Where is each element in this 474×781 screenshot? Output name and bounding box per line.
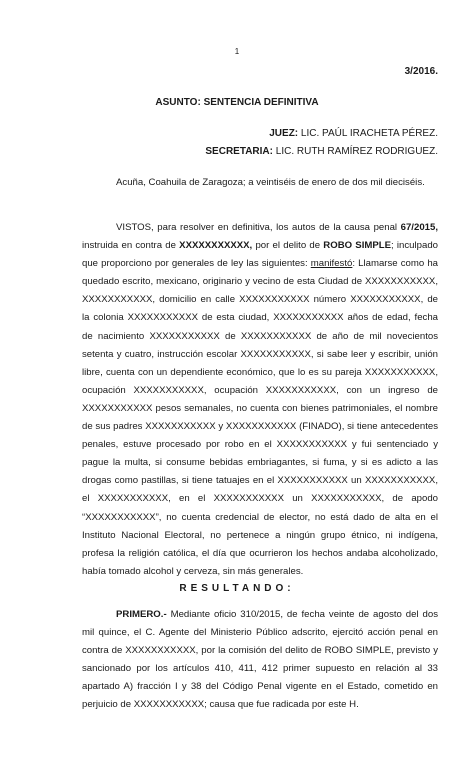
juez-line bbox=[269, 128, 438, 139]
asunto-line bbox=[0, 97, 474, 108]
causa-number: 67/2015, bbox=[400, 222, 438, 233]
vistos-text-2: instruida en contra de bbox=[82, 240, 180, 252]
delito-name: ROBO SIMPLE bbox=[323, 240, 392, 252]
vistos-text-3: por el delito de bbox=[252, 240, 324, 252]
resultando-heading: RESULTANDO: bbox=[179, 583, 295, 594]
primero-paragraph bbox=[82, 606, 438, 715]
secretaria-label: SECRETARIA: bbox=[205, 146, 273, 157]
vistos-paragraph bbox=[82, 219, 438, 581]
vistos-text-1: VISTOS, para resolver en definitiva, los autos de la causa penal bbox=[116, 222, 401, 233]
secretaria-name: LIC. RUTH RAMÍREZ RODRIGUEZ. bbox=[275, 146, 438, 157]
juez-name: LIC. PAÚL IRACHETA PÉREZ. bbox=[300, 128, 438, 139]
date-text: Acuña, Coahuila de Zaragoza; a veintiséis de enero de dos mil dieciséis. bbox=[116, 177, 425, 188]
secretaria-line bbox=[205, 146, 438, 157]
manifesto-word: manifestó bbox=[310, 258, 353, 270]
primero-label: PRIMERO.- bbox=[116, 609, 167, 620]
asunto-label: ASUNTO: bbox=[155, 97, 201, 108]
juez-label: JUEZ: bbox=[269, 128, 299, 139]
acusado-name: XXXXXXXXXXX, bbox=[179, 240, 253, 252]
vistos-text-5: : Llamarse como ha quedado escrito, mexicano, originario y vecino de esta Ciudad de XXXXXXXXXXX, XXXXXXXXXXX, domicilio en calle XXXXXXXXXXX número XXXXXXXXXXX, de la colonia XXXXXXXXXXX de esta ciudad, XXXXXXXXXXX años de edad, fecha de nacimiento XXXXXXXXXXX de XXXXXXXXXXX de año de mil novecientos setenta y cuatro, instrucción escolar XXXXXXXXXXX, si sabe leer y escribir, unión libre, cuenta con un dependiente económico, que lo es su pareja XXXXXXXXXXX, ocupación XXXXXXXXXXX, ocupación XXXXXXXXXXX, con un ingreso de XXXXXXXXXXX pesos semanales, no cuenta con bienes patrimoniales, el nombre de sus padres XXXXXXXXXXX y XXXXXXXXXXX (FINADO), si tiene antecedentes penales, estuve procesado por robo en el XXXXXXXXXXX y fui sentenciado y pague la multa, si consume bebidas embriagantes, si fuma, y si es adicto a las drogas como pastillas, si tiene tatuajes en el XXXXXXXXXXX un XXXXXXXXXXX, el XXXXXXXXXXX, en el XXXXXXXXXXX un XXXXXXXXXXX, de apodo “XXXXXXXXXXX”, no cuenta credencial de elector, no está dado de alta en el Instituto Nacional Electoral, no pertenece a ningún grupo étnico, ni indígena, profesa la religión católica, el día que ocurrieron los hechos andaba alcoholizado, había tomado alcohol y cerveza, sin más generales. bbox=[82, 258, 438, 577]
vistos-text-4: ; inculpado que proporciono por generales de ley las siguientes: bbox=[82, 240, 438, 270]
page-number: 1 bbox=[234, 47, 240, 56]
date-paragraph bbox=[82, 174, 438, 192]
primero-text: Mediante oficio 310/2015, de fecha veinte de agosto del dos mil quince, el C. Agente del Ministerio Público adscrito, ejercitó acción penal en contra de XXXXXXXXXXX, por la comisión del delito de ROBO SIMPLE, previsto y sancionado por los artículos 410, 411, 412 primer supuesto en relación al 33 apartado A) fracción I y 38 del Código Penal vigente en el Estado, cometido en perjuicio de XXXXXXXXXXX; causa que fue radicada por este H. bbox=[82, 609, 438, 711]
case-number: 3/2016. bbox=[404, 66, 438, 77]
asunto-text: SENTENCIA DEFINITIVA bbox=[203, 97, 319, 108]
